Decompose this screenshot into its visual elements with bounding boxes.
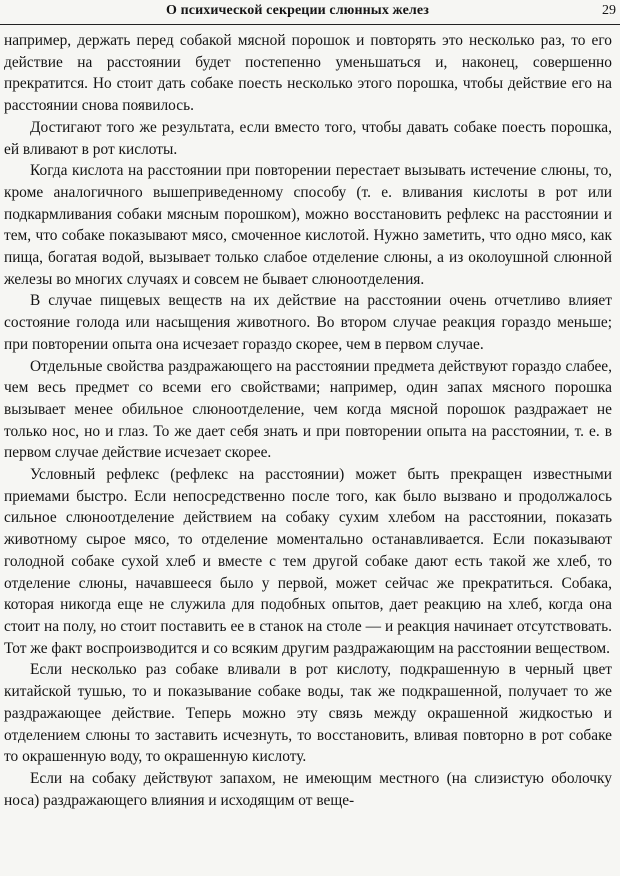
paragraph: В случае пищевых веществ на их действие на расстоянии очень отчетливо влияет состояние голода или насыщения животного. Во втором случае реакция гораздо меньше; при повторении опыта она исчезает гораздо скорее, чем в первом случае.: [4, 292, 612, 353]
page-number: 29: [602, 3, 616, 18]
paragraph: Отдельные свойства раздражающего на расстоянии предмета действуют гораздо слабее, чем весь предмет со всеми его свойствами; например, один запах мясного порошка вызывает менее обильное слюноотделение, чем когда мясной порошок раздражает не только нос, но и глаз. То же дает себя знать и при повторении опыта на расстоянии, т. е. в первом случае действие исчезает скорее.: [4, 357, 612, 462]
paragraph: Если несколько раз собаке вливали в рот кислоту, подкрашенную в черный цвет китайской тушью, то и показывание собаке воды, так же подкрашенной, получает то же раздражающее действие. Теперь можно эту связь между окрашенной жидкостью и отделением слюны то заставить исчезнуть, то восстановить, вливая повторно в рот собаке то окрашенную воду, то окрашенную кислоту.: [4, 661, 612, 766]
page-header: [0, 0, 620, 25]
paragraph: Когда кислота на расстоянии при повторении перестает вызывать истечение слюны, то, кроме аналогичного вышеприведенному способу (т. е. вливания кислоты в рот или подкармливания собаки мясным порошком), можно восстановить рефлекс на расстоянии и тем, что собаке показывают мясо, смоченное кислотой. Нужно заметить, что одно мясо, как пища, богатая водой, вызывает только слабое отделение слюны, а из околоушной слюнной железы во многих случаях и совсем не бывает слюноотделения.: [4, 162, 612, 288]
body-text: [4, 30, 612, 811]
paragraph: Достигают того же результата, если вместо того, чтобы давать собаке поесть порошка, ей вливают в рот кислоты.: [4, 118, 612, 158]
paragraph: например, держать перед собакой мясной порошок и повторять это несколько раз, то его действие на расстоянии будет постепенно уменьшаться и, наконец, совершенно прекратится. Но стоит дать собаке поесть несколько этого порошка, чтобы действие его на расстоянии снова появилось.: [4, 32, 612, 115]
running-title: О психической секреции слюнных желез: [166, 3, 429, 18]
paragraph: Если на собаку действуют запахом, не имеющим местного (на слизистую оболочку носа) раздражающего влияния и исходящим от веще-: [4, 769, 612, 809]
paragraph: Условный рефлекс (рефлекс на расстоянии) может быть прекращен известными приемами быстро. Если непосредственно после того, как было вызвано и продолжалось сильное слюноотделение действием на собаку сухим хлебом на расстоянии, показать животному сырое мясо, то отделение моментально останавливается. Если показывают голодной собаке сухой хлеб и вместе с тем другой собаке дают есть такой же хлеб, то отделение слюны, начавшееся было у первой, может сейчас же прекратиться. Собака, которая никогда еще не служила для подобных опытов, дает реакцию на хлеб, когда она стоит на полу, но стоит поставить ее в станок на столе — и реакция начинает отсутствовать. Тот же факт воспроизводится и со всяким другим раздражающим на расстоянии веществом.: [4, 466, 612, 657]
